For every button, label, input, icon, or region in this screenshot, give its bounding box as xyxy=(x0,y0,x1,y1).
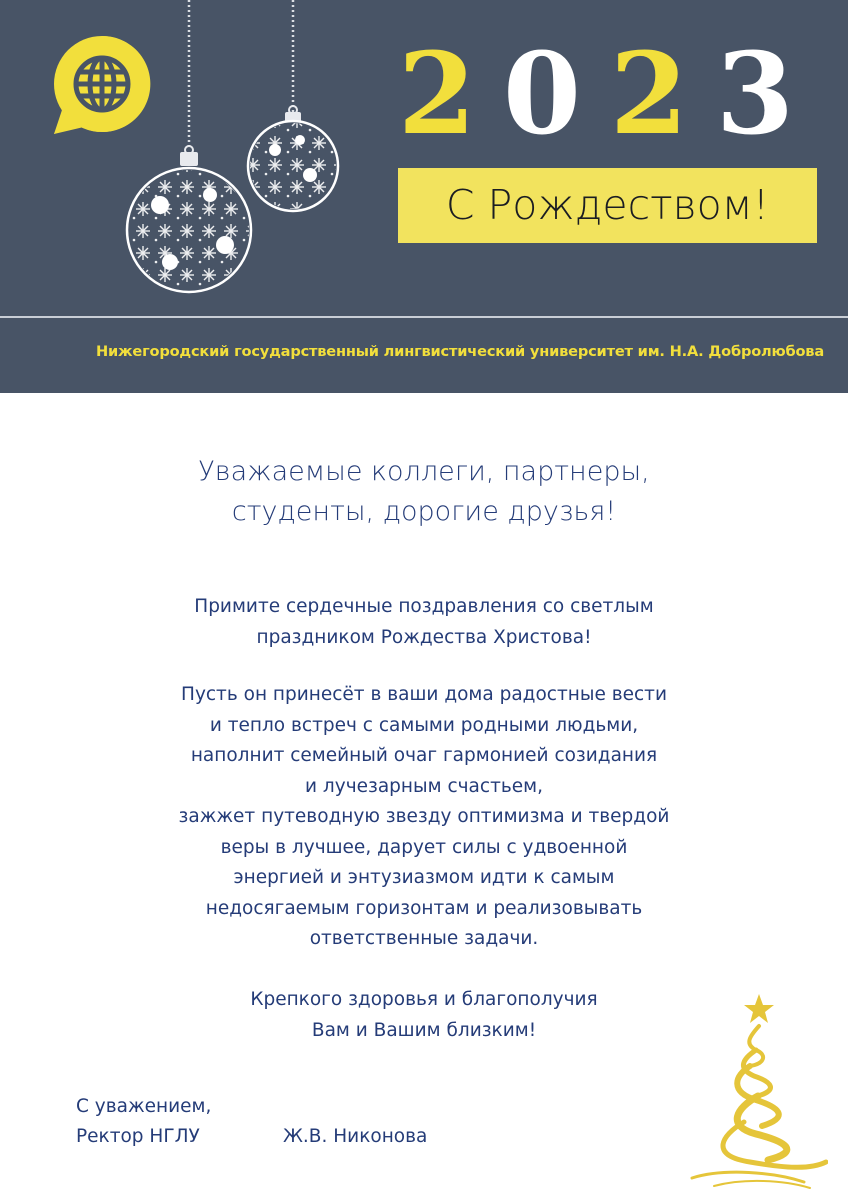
year-heading xyxy=(398,29,828,160)
signature-title: Ректор НГЛУ xyxy=(76,1126,200,1147)
text-line: и тепло встреч с самыми родными людьми, xyxy=(209,714,639,736)
year-digit: 2 xyxy=(398,29,474,160)
signature-closing: С уважением, xyxy=(76,1096,212,1117)
greeting-heading xyxy=(0,452,848,532)
text-line: наполнит семейный очаг гармонией созидания xyxy=(190,745,658,766)
text-line: Вам и Вашим близким! xyxy=(311,1019,537,1041)
university-name: Нижегородский государственный лингвистический университет им. Н.А. Добролюбова xyxy=(96,343,824,360)
christmas-tree-icon xyxy=(684,992,828,1190)
text-line: и лучезарным счастьем, xyxy=(305,775,543,797)
greeting-line: Уважаемые коллеги, партнеры, xyxy=(198,456,650,487)
signature-block xyxy=(76,1092,211,1152)
text-line: ответственные задачи. xyxy=(309,928,539,949)
text-line: недосягаемым горизонтам и реализовывать xyxy=(205,897,643,919)
text-line: веры в лучшее, дарует силы с удвоенной xyxy=(220,836,628,858)
text-line: Крепкого здоровья и благополучия xyxy=(250,989,598,1010)
text-line: Примите сердечные поздравления со светлым xyxy=(194,596,654,617)
paragraph-1 xyxy=(0,592,848,653)
text-line: праздником Рождества Христова! xyxy=(256,626,592,648)
year-digit: 3 xyxy=(716,29,792,160)
text-line: Пусть он принесёт в ваши дома радостные вести xyxy=(181,684,667,705)
text-line: энергией и энтузиазмом идти к самым xyxy=(233,867,615,888)
christmas-banner xyxy=(398,168,817,243)
greeting-line: студенты, дорогие друзья! xyxy=(231,496,617,527)
banner-title: С Рождеством! xyxy=(445,181,770,229)
signature-name: Ж.В. Никонова xyxy=(283,1126,428,1147)
year-digit: 0 xyxy=(503,29,579,160)
paragraph-2 xyxy=(0,680,848,955)
year-digit: 2 xyxy=(610,29,686,160)
text-line: зажжет путеводную звезду оптимизма и твердой xyxy=(178,806,670,827)
